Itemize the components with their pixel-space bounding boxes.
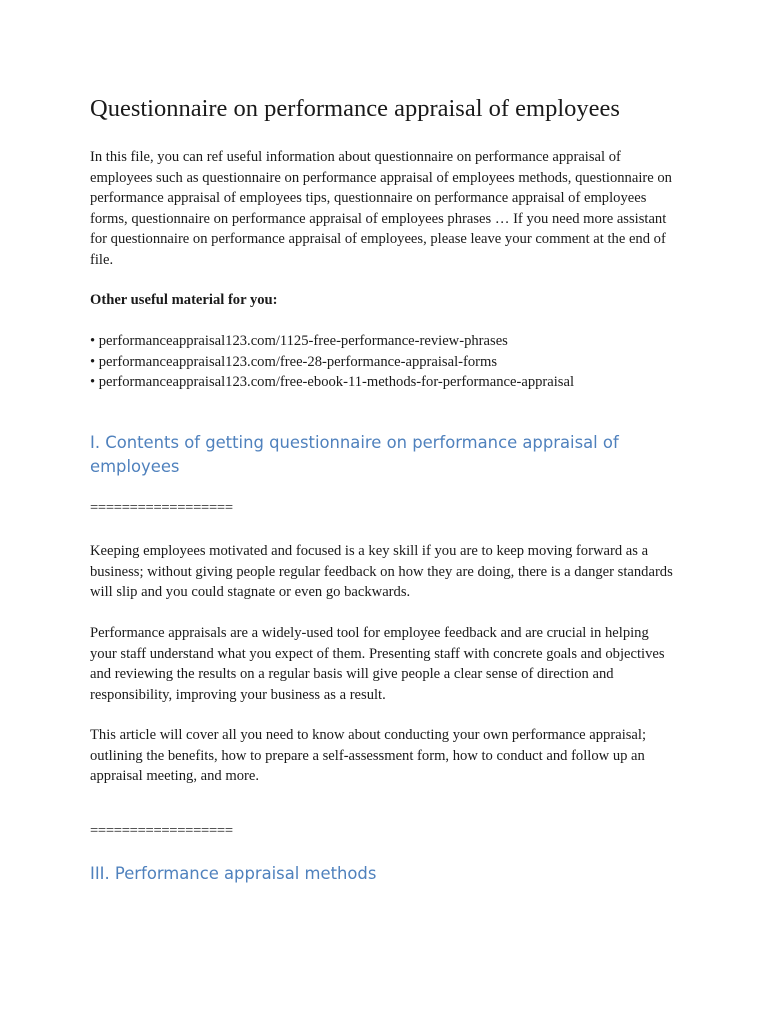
body-paragraph: This article will cover all you need to know about conducting your own performance appraisal; outlining the benefits, how to prepare a self-assessment form, how to conduct and follow up an appraisal meeting, and more. <box>90 727 647 785</box>
section-methods-heading: III. Performance appraisal methods <box>90 864 377 883</box>
separator-line: ================== <box>90 823 233 839</box>
other-material-label: Other useful material for you: <box>90 292 278 308</box>
document-title: Questionnaire on performance appraisal of employees <box>90 95 620 122</box>
material-link-methods-ebook[interactable]: • performanceappraisal123.com/free-ebook-11-methods-for-performance-appraisal <box>90 374 575 391</box>
material-link-appraisal-forms[interactable]: • performanceappraisal123.com/free-28-performance-appraisal-forms <box>90 353 498 370</box>
body-paragraph: Performance appraisals are a widely-used tool for employee feedback and are crucial in helping your staff understand what you expect of them. Presenting staff with concrete goals and objectives and reviewing the results on a regular basis will give people a clear sense of direction and responsibility, improving your business as a result. <box>90 625 665 703</box>
separator-line: ================== <box>90 500 233 516</box>
material-link-list <box>90 331 574 393</box>
intro-paragraph: In this file, you can ref useful information about questionnaire on performance appraisal of employees such as questionnaire on performance appraisal of employees methods, questionnaire on performance appraisal of employees tips, questionnaire on performance appraisal of employees forms, questionnaire on performance appraisal of employees phrases … If you need more assistant for questionnaire on performance appraisal of employees, please leave your comment at the end of file. <box>90 149 672 268</box>
body-paragraph: Keeping employees motivated and focused is a key skill if you are to keep moving forward as a business; without giving people regular feedback on how they are doing, there is a danger standards will slip and you could stagnate or even go backwards. <box>90 543 673 601</box>
material-link-review-phrases[interactable]: • performanceappraisal123.com/1125-free-performance-review-phrases <box>90 333 508 349</box>
section-contents-heading: I. Contents of getting questionnaire on performance appraisal of employees <box>90 433 619 476</box>
